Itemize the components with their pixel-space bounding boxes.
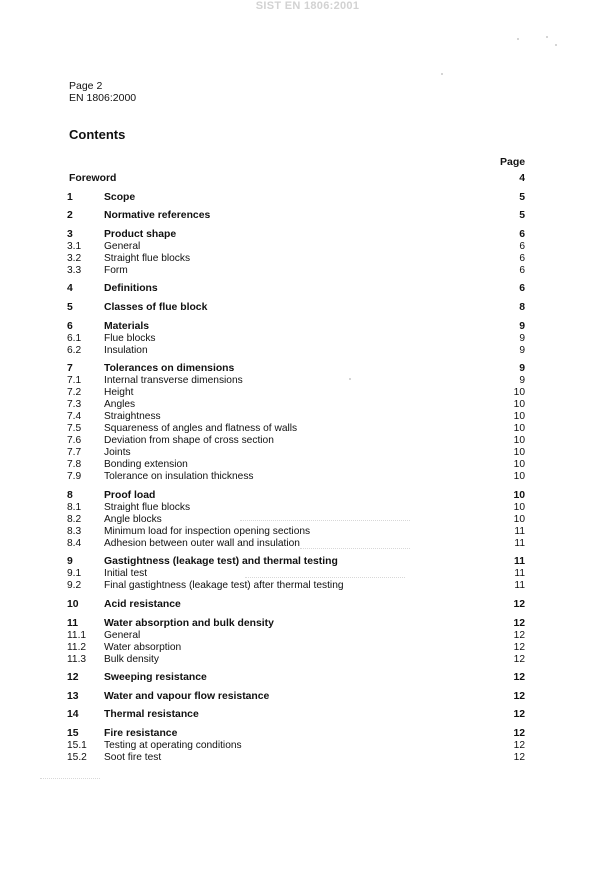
- scan-speck: [546, 36, 548, 38]
- toc-subsection-number: 7.8: [67, 459, 82, 471]
- toc-section-title: Materials: [104, 320, 150, 332]
- toc-section-page-number: 6: [519, 283, 525, 295]
- toc-section-number: 5: [67, 301, 73, 313]
- toc-subsection: [67, 752, 527, 764]
- scan-dotted-noise: [245, 577, 405, 579]
- toc-subsection-title: Internal transverse dimensions: [104, 375, 243, 387]
- toc-subsection-number: 11.2: [67, 641, 87, 653]
- toc-entry: [67, 556, 527, 592]
- toc-section-page-number: 12: [513, 672, 525, 684]
- toc-subsection-title: Soot fire test: [104, 751, 162, 763]
- toc-section-number: 6: [67, 320, 73, 332]
- toc-subsection-title: Adhesion between outer wall and insulation: [104, 537, 300, 549]
- toc-subsection-title: Bonding extension: [104, 459, 188, 471]
- toc-subsection: [67, 654, 527, 666]
- toc-subsection-number: 9.2: [67, 580, 82, 592]
- toc-subsection-title: Joints: [104, 447, 131, 459]
- toc-section-page-number: 5: [519, 210, 525, 222]
- toc-section: [67, 728, 527, 740]
- toc-section: [67, 283, 527, 295]
- toc-subsection-page-number: 11: [514, 537, 525, 549]
- toc-section-title: Definitions: [104, 283, 158, 295]
- toc-section-number: 8: [67, 489, 73, 501]
- toc-entry: [67, 709, 527, 721]
- toc-subsection-number: 7.4: [67, 411, 82, 423]
- toc-subsection-number: 8.3: [67, 525, 82, 537]
- toc-subsection-page-number: 6: [519, 252, 525, 264]
- toc-section: [67, 363, 527, 375]
- toc-section-title: Fire resistance: [104, 727, 178, 739]
- toc-subsection-number: 7.3: [67, 399, 82, 411]
- toc-section-title: Scope: [104, 191, 136, 203]
- toc-subsection-page-number: 12: [513, 641, 525, 653]
- toc-subsection-number: 3.3: [67, 264, 82, 276]
- toc-subsection: [67, 459, 527, 471]
- toc-section-title: Tolerances on dimensions: [104, 363, 235, 375]
- toc-subsection-title: Height: [104, 387, 134, 399]
- toc-section: [67, 599, 527, 611]
- toc-subsection-page-number: 10: [513, 513, 525, 525]
- toc-subsection-title: Testing at operating conditions: [104, 739, 242, 751]
- toc-subsection-page-number: 11: [514, 568, 525, 580]
- toc-subsection-number: 15.1: [67, 739, 87, 751]
- toc-section-title: Water and vapour flow resistance: [104, 690, 270, 702]
- toc-section-title: Thermal resistance: [104, 709, 199, 721]
- toc-subsection: [67, 502, 527, 514]
- scan-dotted-noise: [300, 548, 410, 550]
- toc-subsection-number: 8.4: [67, 537, 82, 549]
- toc-subsection-title: Squareness of angles and flatness of walls: [104, 423, 298, 435]
- toc-foreword: [67, 173, 527, 185]
- toc-entry: [67, 618, 527, 666]
- toc-subsection-number: 9.1: [67, 568, 82, 580]
- toc-subsection: [67, 333, 527, 345]
- toc-section-title: Gastightness (leakage test) and thermal testing: [104, 556, 338, 568]
- toc-subsection-page-number: 12: [513, 629, 525, 641]
- toc-subsection-title: Angles: [104, 399, 136, 411]
- toc-subsection: [67, 447, 527, 459]
- toc-subsection: [67, 740, 527, 752]
- toc-subsection-title: Form: [104, 264, 128, 276]
- toc-entry: [67, 728, 527, 764]
- toc-section-page-number: 12: [513, 690, 525, 702]
- contents-heading: Contents: [69, 127, 126, 142]
- toc-foreword-title: Foreword: [69, 173, 117, 184]
- toc-subsection: [67, 265, 527, 277]
- toc-subsection: [67, 526, 527, 538]
- toc-entry: [67, 363, 527, 483]
- toc-section-number: 11: [67, 617, 78, 629]
- toc-entry: [67, 229, 527, 277]
- toc-section-title: Acid resistance: [104, 598, 181, 610]
- toc-subsection-title: Straightness: [104, 411, 161, 423]
- toc-section-number: 14: [67, 709, 79, 721]
- scan-dotted-noise: [40, 778, 100, 780]
- toc-subsection-page-number: 9: [519, 344, 525, 356]
- toc-subsection-title: Tolerance on insulation thickness: [104, 471, 254, 483]
- toc-section: [67, 229, 527, 241]
- toc-subsection: [67, 399, 527, 411]
- toc-entry: [67, 599, 527, 611]
- toc-section: [67, 490, 527, 502]
- toc-subsection: [67, 345, 527, 357]
- toc-subsection: [67, 423, 527, 435]
- toc-section-title: Classes of flue block: [104, 301, 208, 313]
- toc-section-number: 9: [67, 556, 73, 568]
- toc-subsection-title: Flue blocks: [104, 332, 156, 344]
- toc-section-title: Proof load: [104, 489, 156, 501]
- toc-subsection-page-number: 10: [513, 423, 525, 435]
- toc-section-page-number: 10: [513, 489, 525, 501]
- toc-subsection-number: 7.9: [67, 471, 82, 483]
- toc-section: [67, 618, 527, 630]
- toc-subsection-title: Minimum load for inspection opening sections: [104, 525, 311, 537]
- toc-entry: [67, 302, 527, 314]
- toc-section-page-number: 12: [513, 709, 525, 721]
- toc-subsection-number: 3.2: [67, 252, 82, 264]
- toc-subsection-title: General: [104, 629, 141, 641]
- toc-subsection: [67, 471, 527, 483]
- toc-section-number: 3: [67, 228, 73, 240]
- toc-section-number: 7: [67, 363, 73, 375]
- scan-speck: [555, 44, 557, 46]
- scan-speck: [441, 73, 443, 75]
- toc-section-number: 2: [67, 210, 73, 222]
- toc-subsection-page-number: 6: [519, 240, 525, 252]
- toc-subsection-page-number: 12: [513, 653, 525, 665]
- toc-subsection-page-number: 10: [513, 501, 525, 513]
- toc-section-page-number: 9: [519, 363, 525, 375]
- toc-subsection-page-number: 10: [513, 411, 525, 423]
- toc-section-title: Water absorption and bulk density: [104, 617, 274, 629]
- toc-subsection: [67, 241, 527, 253]
- toc-subsection: [67, 642, 527, 654]
- toc-subsection-title: Straight flue blocks: [104, 252, 191, 264]
- toc-subsection-page-number: 12: [513, 751, 525, 763]
- toc-subsection-title: Angle blocks: [104, 513, 162, 525]
- toc-subsection: [67, 387, 527, 399]
- scan-dotted-noise: [240, 520, 410, 522]
- toc-subsection-number: 7.2: [67, 387, 82, 399]
- page-column-label: Page: [500, 156, 526, 168]
- toc-section-number: 15: [67, 727, 79, 739]
- toc-subsection: [67, 580, 527, 592]
- toc-subsection-page-number: 10: [513, 471, 525, 483]
- toc-subsection-number: 11.1: [67, 629, 87, 641]
- toc-section-page-number: 5: [519, 191, 525, 203]
- toc-subsection-title: Straight flue blocks: [104, 501, 191, 513]
- toc-subsection-number: 11.3: [67, 653, 87, 665]
- toc-section-number: 1: [67, 191, 73, 203]
- toc-section: [67, 210, 527, 222]
- toc-entry: [67, 173, 527, 185]
- toc-section-number: 10: [67, 598, 79, 610]
- toc-entry: [67, 672, 527, 684]
- table-of-contents: [67, 173, 527, 764]
- toc-section-title: Sweeping resistance: [104, 672, 207, 684]
- toc-section: [67, 672, 527, 684]
- toc-subsection: [67, 538, 527, 550]
- toc-section: [67, 302, 527, 314]
- toc-section-number: 13: [67, 690, 79, 702]
- toc-subsection-number: 6.2: [67, 344, 82, 356]
- toc-section-page-number: 12: [513, 727, 525, 739]
- toc-subsection-page-number: 9: [519, 332, 525, 344]
- toc-entry: [67, 283, 527, 295]
- toc-subsection-number: 7.1: [67, 375, 82, 387]
- toc-section-page-number: 12: [513, 598, 525, 610]
- toc-entry: [67, 691, 527, 703]
- toc-foreword-page-number: 4: [519, 173, 525, 184]
- toc-section: [67, 192, 527, 204]
- page-number-label: Page 2: [69, 80, 103, 92]
- toc-subsection-number: 7.7: [67, 447, 82, 459]
- toc-section-page-number: 8: [519, 301, 525, 313]
- toc-subsection-page-number: 11: [514, 525, 525, 537]
- toc-subsection-page-number: 10: [513, 387, 525, 399]
- toc-subsection-title: General: [104, 240, 141, 252]
- toc-subsection-page-number: 9: [519, 375, 525, 387]
- toc-section: [67, 691, 527, 703]
- toc-subsection: [67, 435, 527, 447]
- toc-subsection: [67, 253, 527, 265]
- toc-section-title: Product shape: [104, 228, 177, 240]
- toc-subsection-page-number: 6: [519, 264, 525, 276]
- toc-subsection-page-number: 10: [513, 447, 525, 459]
- watermark: SIST EN 1806:2001: [255, 0, 360, 12]
- toc-subsection-page-number: 10: [513, 399, 525, 411]
- toc-subsection-title: Final gastightness (leakage test) after thermal testing: [104, 580, 344, 592]
- toc-subsection: [67, 630, 527, 642]
- page-header: [69, 80, 136, 104]
- toc-section-page-number: 9: [519, 320, 525, 332]
- toc-subsection-number: 8.1: [67, 501, 82, 513]
- toc-section-title: Normative references: [104, 210, 211, 222]
- toc-subsection: [67, 375, 527, 387]
- toc-subsection-number: 7.6: [67, 435, 82, 447]
- toc-subsection-number: 15.2: [67, 751, 87, 763]
- toc-subsection-title: Bulk density: [104, 653, 159, 665]
- toc-section-page-number: 6: [519, 228, 525, 240]
- toc-subsection-number: 3.1: [67, 240, 82, 252]
- toc-subsection-title: Water absorption: [104, 641, 182, 653]
- toc-subsection-page-number: 11: [514, 580, 525, 592]
- toc-entry: [67, 210, 527, 222]
- toc-subsection-number: 8.2: [67, 513, 82, 525]
- scan-speck: [517, 38, 519, 40]
- toc-section-number: 12: [67, 672, 79, 684]
- toc-subsection-page-number: 12: [513, 739, 525, 751]
- toc-subsection-title: Deviation from shape of cross section: [104, 435, 274, 447]
- document-id: EN 1806:2000: [69, 92, 137, 104]
- toc-section: [67, 556, 527, 568]
- toc-section: [67, 709, 527, 721]
- toc-section: [67, 321, 527, 333]
- toc-subsection-page-number: 10: [513, 435, 525, 447]
- toc-section-number: 4: [67, 283, 73, 295]
- toc-subsection-page-number: 10: [513, 459, 525, 471]
- toc-section-page-number: 12: [513, 617, 525, 629]
- toc-subsection-number: 7.5: [67, 423, 82, 435]
- toc-subsection-title: Initial test: [104, 568, 148, 580]
- toc-subsection-title: Insulation: [104, 344, 148, 356]
- toc-entry: [67, 321, 527, 357]
- scan-speck: [349, 378, 351, 380]
- toc-entry: [67, 192, 527, 204]
- toc-subsection: [67, 411, 527, 423]
- toc-section-page-number: 11: [514, 556, 525, 568]
- toc-subsection-number: 6.1: [67, 332, 82, 344]
